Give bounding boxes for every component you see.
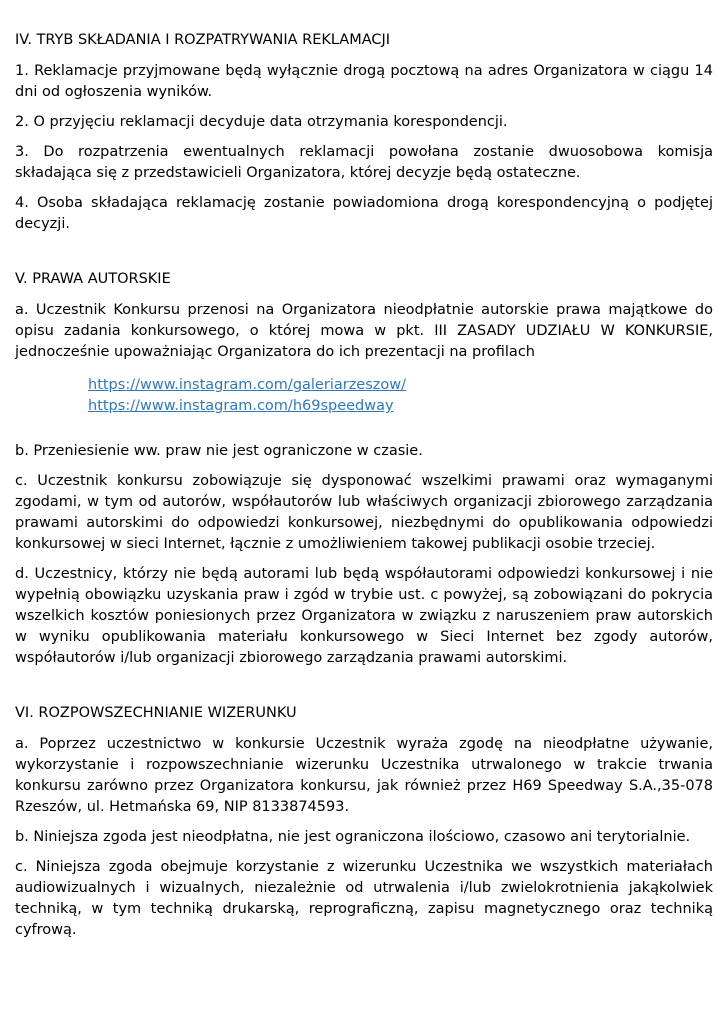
- section-prawa-autorskie: [15, 269, 713, 669]
- section-heading: V. PRAWA AUTORSKIE: [15, 271, 171, 287]
- instagram-link-h69speedway[interactable]: https://www.instagram.com/h69speedway: [88, 398, 394, 414]
- paragraph: b. Niniejsza zgoda jest nieodpłatna, nie jest ograniczona ilościowo, czasowo ani terytorialnie.: [15, 829, 691, 845]
- paragraph: 3. Do rozpatrzenia ewentualnych reklamacji powołana zostanie dwuosobowa komisja składająca się z przedstawicieli Organizatora, której decyzje będą ostateczne.: [15, 144, 713, 181]
- section-heading: VI. ROZPOWSZECHNIANIE WIZERUNKU: [15, 705, 297, 721]
- instagram-link-galeriarzeszow[interactable]: https://www.instagram.com/galeriarzeszow/: [88, 377, 407, 393]
- section-heading: IV. TRYB SKŁADANIA I ROZPATRYWANIA REKLAMACJI: [15, 32, 391, 48]
- paragraph: 2. O przyjęciu reklamacji decyduje data otrzymania korespondencji.: [15, 114, 508, 130]
- paragraph: 1. Reklamacje przyjmowane będą wyłącznie drogą pocztową na adres Organizatora w ciągu 14 dni od ogłoszenia wyników.: [15, 63, 713, 100]
- section-reklamacje: [15, 30, 713, 235]
- paragraph: b. Przeniesienie ww. praw nie jest ograniczone w czasie.: [15, 443, 423, 459]
- paragraph: c. Uczestnik konkursu zobowiązuje się dysponować wszelkimi prawami oraz wymaganymi zgodami, w tym od autorów, współautorów lub właściwych organizacji zbiorowego zarządzania prawami autorskimi do odpowiedzi konkursowej, niezbędnymi do opublikowania odpowiedzi konkursowej w sieci Internet, łącznie z umożliwieniem takowej publikacji osobie trzeciej.: [15, 473, 713, 552]
- paragraph: c. Niniejsza zgoda obejmuje korzystanie z wizerunku Uczestnika we wszystkich materiałach audiowizualnych i wizualnych, niezależnie od utrwalenia i/lub zwielokrotnienia jakąkolwiek techniką, w tym techniką drukarską, reprograficzną, zapisu magnetycznego oraz techniką cyfrową.: [15, 859, 713, 938]
- paragraph: a. Uczestnik Konkursu przenosi na Organizatora nieodpłatnie autorskie prawa majątkowe do opisu zadania konkursowego, o której mowa w pkt. III ZASADY UDZIAŁU W KONKURSIE, jednocześnie upoważniając Organizatora do ich prezentacji na profilach: [15, 302, 713, 360]
- paragraph: a. Poprzez uczestnictwo w konkursie Uczestnik wyraża zgodę na nieodpłatne używanie, wykorzystanie i rozpowszechnianie wizerunku Uczestnika utrwalonego w trakcie trwania konkursu zarówno przez Organizatora konkursu, jak również przez H69 Speedway S.A.,35-078 Rzeszów, ul. Hetmańska 69, NIP 8133874593.: [15, 736, 713, 815]
- paragraph: d. Uczestnicy, którzy nie będą autorami lub będą współautorami odpowiedzi konkursowej i nie wypełnią obowiązku uzyskania praw i zgód w trybie ust. c powyżej, są zobowiązani do pokrycia wszelkich kosztów poniesionych przez Organizatora w związku z naruszeniem praw autorskich w wyniku opublikowania materiału konkursowego w Sieci Internet bez zgody autorów, współautorów i/lub organizacji zbiorowego zarządzania prawami autorskimi.: [15, 566, 713, 666]
- section-rozpowszechnianie-wizerunku: [15, 703, 713, 941]
- paragraph: 4. Osoba składająca reklamację zostanie powiadomiona drogą korespondencyjną o podjętej decyzji.: [15, 195, 713, 232]
- instagram-links-block: [88, 375, 713, 417]
